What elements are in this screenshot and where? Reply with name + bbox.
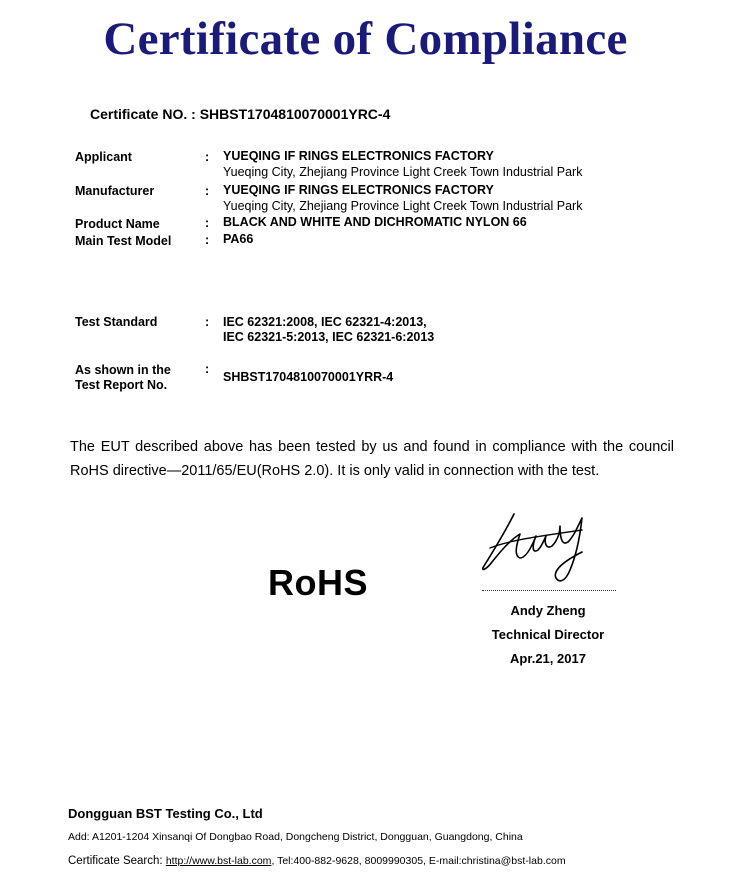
website-link[interactable]: http://www.bst-lab.com xyxy=(165,855,272,867)
signature-image xyxy=(470,496,630,592)
applicant-value: YUEQING IF RINGS ELECTRONICS FACTORY xyxy=(223,149,494,163)
manufacturer-colon: : xyxy=(205,184,210,198)
product-name-value: BLACK AND WHITE AND DICHROMATIC NYLON 66 xyxy=(223,215,527,229)
manufacturer-label: Manufacturer xyxy=(75,184,155,198)
test-standard-value-line1: IEC 62321:2008, IEC 62321-4:2013, xyxy=(223,315,427,329)
test-report-colon: : xyxy=(205,362,210,376)
footer-company: Dongguan BST Testing Co., Ltd xyxy=(68,806,263,821)
main-test-model-colon: : xyxy=(205,233,210,247)
test-report-label-line1: As shown in the xyxy=(75,363,171,377)
test-standard-value-line2: IEC 62321-5:2013, IEC 62321-6:2013 xyxy=(223,330,435,344)
signer-name: Andy Zheng xyxy=(510,603,586,618)
rohs-mark: RoHS xyxy=(268,562,368,603)
signature-line xyxy=(482,590,616,591)
signer-title: Technical Director xyxy=(491,627,605,642)
applicant-label: Applicant xyxy=(75,150,132,164)
test-report-value: SHBST1704810070001YRR-4 xyxy=(223,370,394,384)
search-label: Certificate Search: xyxy=(68,855,163,867)
footer-contact: , Tel:400-882-9628, 8009990305, E-mail:christina@bst-lab.com xyxy=(271,855,566,867)
main-test-model-value: PA66 xyxy=(223,232,254,246)
test-standard-colon: : xyxy=(205,315,210,329)
main-test-model-label: Main Test Model xyxy=(75,234,172,248)
manufacturer-address: Yueqing City, Zhejiang Province Light Creek Town Industrial Park xyxy=(223,199,583,213)
footer-address: Add: A1201-1204 Xinsanqi Of Dongbao Road, Dongcheng District, Dongguan, Guangdong, China xyxy=(68,831,523,843)
test-report-label-line2: Test Report No. xyxy=(75,378,168,392)
signer-date: Apr.21, 2017 xyxy=(510,651,586,666)
certificate-title: Certificate of Compliance xyxy=(103,13,628,65)
applicant-address: Yueqing City, Zhejiang Province Light Creek Town Industrial Park xyxy=(223,165,583,179)
certificate-number: Certificate NO. : SHBST1704810070001YRC-4 xyxy=(90,106,391,122)
compliance-statement: The EUT described above has been tested by us and found in compliance with the council RoHS directive—2011/65/EU(RoHS 2.0). It is only valid in connection with the test. xyxy=(70,439,674,479)
product-name-colon: : xyxy=(205,216,210,230)
manufacturer-value: YUEQING IF RINGS ELECTRONICS FACTORY xyxy=(223,183,494,197)
applicant-colon: : xyxy=(205,150,210,164)
test-standard-label: Test Standard xyxy=(75,315,158,329)
product-name-label: Product Name xyxy=(75,217,160,231)
footer-search-line xyxy=(68,855,566,867)
